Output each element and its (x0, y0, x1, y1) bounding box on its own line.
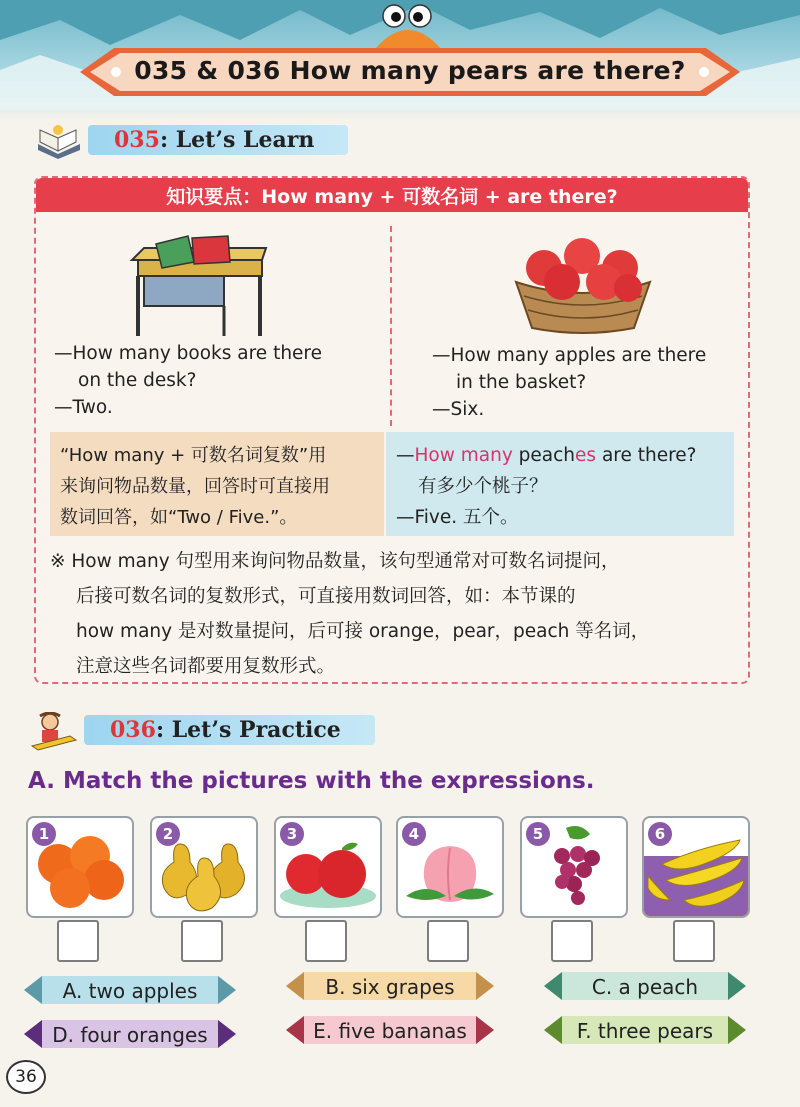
tip-line3: how many 是对数量提问，后可接 orange，pear，peach 等名词， (76, 621, 650, 642)
dash: — (396, 445, 415, 466)
picture-card-3 (274, 816, 382, 918)
key-point-header: 知识要点：How many + 可数名词 + are there? (36, 178, 748, 212)
how-many-highlight: How many (414, 445, 513, 466)
practice-section-label: : Let’s Practice (155, 717, 341, 743)
exercise-title: A. Match the pictures with the expressions. (28, 768, 595, 794)
option-a[interactable]: A. two apples (62, 979, 198, 1003)
page-title: 035 & 036 How many pears are there? (134, 55, 686, 85)
right-answer: —Six. (432, 399, 485, 420)
page-number: 36 (6, 1060, 46, 1094)
practice-section-number: 036 (110, 717, 156, 743)
picture-number: 3 (280, 822, 304, 846)
dashed-divider (390, 226, 392, 426)
picture-number: 6 (648, 822, 672, 846)
example-answer: —Five. 五个。 (396, 507, 519, 528)
option-c[interactable]: C. a peach (591, 975, 699, 999)
apple-basket-icon (508, 230, 658, 336)
peach-word: peach (512, 445, 576, 466)
tip-line2: 后接可数名词的复数形式，可直接用数词回答，如：本节课的 (76, 586, 576, 607)
answer-box-2[interactable] (181, 920, 223, 962)
usage-tip (50, 544, 740, 684)
option-e[interactable]: E. five bananas (313, 1019, 467, 1043)
picture-number: 5 (526, 822, 550, 846)
learn-section-number: 035 (114, 127, 160, 153)
example-translation: 有多少个桃子？ (418, 476, 548, 497)
left-example (54, 340, 322, 421)
picture-card-4 (396, 816, 504, 918)
learn-section-header (88, 120, 348, 160)
learn-section-label: : Let’s Learn (159, 127, 315, 153)
practice-section-header (84, 710, 375, 750)
left-answer: —Two. (54, 397, 113, 418)
answer-box-4[interactable] (427, 920, 469, 962)
title-banner (80, 42, 740, 98)
option-f[interactable]: F. three pears (576, 1019, 714, 1043)
right-question-line1: —How many apples are there (432, 345, 707, 366)
picture-number: 2 (156, 822, 180, 846)
question-rest: are there? (596, 445, 697, 466)
right-example (432, 342, 706, 423)
picture-card-5 (520, 816, 628, 918)
plural-suffix-highlight: es (575, 445, 597, 466)
tip-line4: 注意这些名词都要用复数形式。 (76, 656, 336, 677)
learn-box (34, 176, 750, 684)
picture-card-2 (150, 816, 258, 918)
answer-box-3[interactable] (305, 920, 347, 962)
option-b[interactable]: B. six grapes (325, 975, 455, 999)
pencil-kid-icon (30, 712, 80, 752)
picture-card-1 (26, 816, 134, 918)
desk-books-icon (128, 230, 270, 340)
example-question (396, 440, 724, 471)
grammar-note-line3: 数词回答，如“Two / Five.”。 (60, 507, 298, 528)
answer-box-1[interactable] (57, 920, 99, 962)
book-icon (36, 124, 82, 160)
tip-line1: ※ How many 句型用来询问物品数量，该句型通常对可数名词提问， (50, 551, 620, 572)
picture-number: 1 (32, 822, 56, 846)
picture-number: 4 (402, 822, 426, 846)
grammar-note-line2: 来询问物品数量，回答时可直接用 (60, 476, 330, 497)
left-question-line2: on the desk? (78, 370, 197, 391)
right-question-line2: in the basket? (456, 372, 587, 393)
grammar-note (50, 432, 384, 536)
picture-card-6 (642, 816, 750, 918)
option-d[interactable]: D. four oranges (52, 1023, 208, 1047)
left-question-line1: —How many books are there (54, 343, 323, 364)
answer-box-5[interactable] (551, 920, 593, 962)
answer-box-6[interactable] (673, 920, 715, 962)
grammar-note-line1: “How many + 可数名词复数”用 (60, 445, 327, 466)
example-dialogue (386, 432, 734, 536)
